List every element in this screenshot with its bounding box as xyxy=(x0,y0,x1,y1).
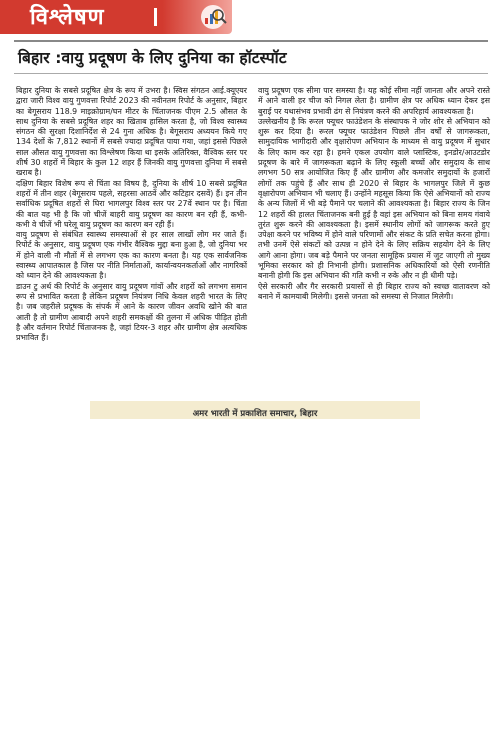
paragraph: वायु प्रदूषण से संबंधित स्वास्थ्य समस्याओं से हर साल लाखों लोग मर जाते हैं। रिपोर्ट के अनुसार, वायु प्रदूषण एक गंभीर वैश्विक मुद्दा बना हुआ है, जो दुनिया भर में होने वाली नौ मौतों में से लगभग एक का कारण बनता है। यह एक सार्वजनिक स्वास्थ्य आपातकाल है जिस पर नीति निर्माताओं, कार्यान्वयनकर्ताओं और नागरिकों को ध्यान देने की आवश्यकता है। xyxy=(16,230,247,281)
article-column-left xyxy=(16,86,247,343)
paragraph: दक्षिण बिहार विशेष रूप से चिंता का विषय है, दुनिया के शीर्ष 10 सबसे प्रदूषित शहरों में तीन शहर (बेगूसराय पहले, सहरसा आठवें और कटिहार दसवें) हैं। इन तीन सर्वाधिक प्रदूषित शहरों से घिरा भागलपुर विश्व स्तर पर 27वें स्थान पर है। चिंता की बात यह भी है कि जो चीजें बाहरी वायु प्रदूषण का कारण बन रही हैं, कभी-कभी वे चीजें भी घरेलू वायु प्रदूषण का कारण बन रही हैं। xyxy=(16,178,247,229)
paragraph: ऐसे सरकारी और गैर सरकारी प्रयासों से ही बिहार राज्य को स्वच्छ वातावरण को बनाने में कामयाबी मिलेगी। इससे जनता को समस्या से निजात मिलेगी। xyxy=(258,281,490,301)
headline xyxy=(14,40,488,74)
section-title: विश्लेषण xyxy=(30,5,105,30)
article-column-right xyxy=(258,86,490,302)
banner-divider xyxy=(154,8,157,26)
analysis-magnifier-icon xyxy=(196,3,230,31)
source-credit-strip xyxy=(90,401,420,419)
paragraph: उल्लेखनीय है कि रूरल फ्यूचर फाउंडेशन के संस्थापक ने जोर शोर से अभियान को शुरू कर दिया है। रूरल फ्यूचर फाउंडेशन पिछले तीन वर्षों से जागरूकता, सामुदायिक भागीदारी और वृक्षारोपण अभियान के माध्यम से वायु प्रदूषण में सुधार के लिए काम कर रहा है। हमने एकल उपयोग वाले प्लास्टिक, इनडोर/आउटडोर प्रदूषण के बारे में जागरूकता बढ़ाने के लिए स्कूली बच्चों और समुदाय के साथ लगभग 50 सत्र आयोजित किए हैं और ग्रामीण और कमजोर समुदायों के हजारों लोगों तक पहुंचे हैं और साथ ही 2020 से बिहार के भागलपुर जिले में कुछ वृक्षारोपण अभियान भी चलाए हैं। उन्होंने महसूस किया कि ऐसे अभियानों को राज्य के अन्य जिलों में भी बड़े पैमाने पर चलाने की आवश्यकता है। बिहार राज्य के जिन 12 शहरों की हालत चिंताजनक बनी हुई है वहां इस अभियान को बिना समय गंवाये तुरंत शुरू करने की आवश्यकता है। इसमें स्थानीय लोगों को जागरूक करते हुए उपेक्षा करने पर भविष्य में होने वाले परिणामों और संकट के प्रति सचेत करना होगा। तभी उनमें ऐसे संकटों को उत्पन्न न होने देने के लिए सक्रिय सहयोग देने के लिए आगे आना होगा। जब बड़े पैमाने पर जनता सामूहिक प्रयास में जुट जाएगी तो मुख्य भूमिका सरकार को ही निभानी होगी। प्रशासनिक अधिकारियों को ऐसी रणनीति बनानी होगी कि इस अभियान की गति कभी न रुके और न ही धीमी पड़े। xyxy=(258,116,490,281)
paragraph: वायु प्रदूषण एक सीमा पार समस्या है। यह कोई सीमा नहीं जानता और अपने रास्ते में आने वाली हर चीज को निगल लेता है। ग्रामीण क्षेत्र पर अधिक ध्यान देकर इस बुराई पर यथासंभव प्रभावी ढंग से नियंत्रण करने की अपरिहार्य आवश्यकता है। xyxy=(258,86,490,116)
section-banner xyxy=(0,0,232,34)
headline-text: बिहार :वायु प्रदूषण के लिए दुनिया का हॉटस्पॉट xyxy=(18,49,287,67)
paragraph: बिहार दुनिया के सबसे प्रदूषित क्षेत्र के रूप में उभरा है। स्विस संगठन आई.क्यूएयर द्वारा जारी विश्व वायु गुणवत्ता रिपोर्ट 2023 की नवीनतम रिपोर्ट के अनुसार, बिहार का बेगूसराय 118.9 माइक्रोग्राम/घन मीटर के चिंताजनक पीएम 2.5 औसत के साथ दुनिया के सबसे प्रदूषित शहर का खिताब हासिल करता है, जो विश्व स्वास्थ्य संगठन की सुरक्षा दिशानिर्देश से 24 गुना अधिक है। बेगूसराय अध्ययन किये गए 134 देशों के 7,812 स्थानों में सबसे ज्यादा प्रदूषित पाया गया, जहां इससे पिछले साल औसत वायु गुणवत्ता का विश्लेषण किया था इसके अतिरिक्त, वैश्विक स्तर पर शीर्ष 30 शहरों में बिहार के कुल 12 शहर हैं जिनकी वायु गुणवत्ता दुनिया में सबसे खराब है। xyxy=(16,86,247,178)
source-credit: अमर भारती में प्रकाशित समाचार, बिहार xyxy=(192,409,318,419)
paragraph: डाउन टु अर्थ की रिपोर्ट के अनुसार वायु प्रदूषण गांवों और शहरों को लगभग समान रूप से प्रभावित करता है लेकिन प्रदूषण नियंत्रण निधि केवल शहरी भारत के लिए है। जब जहरीले प्रदूषक के संपर्क में आने के कारण जीवन अवधि खोने की बात आती है तो ग्रामीण आबादी अपने शहरी समकक्षों की तुलना में अधिक पीड़ित होती है और वर्तमान रिपोर्ट चिंताजनक है, जहां टियर-3 शहर और ग्रामीण क्षेत्र अत्यधिक प्रभावित हैं। xyxy=(16,281,247,343)
